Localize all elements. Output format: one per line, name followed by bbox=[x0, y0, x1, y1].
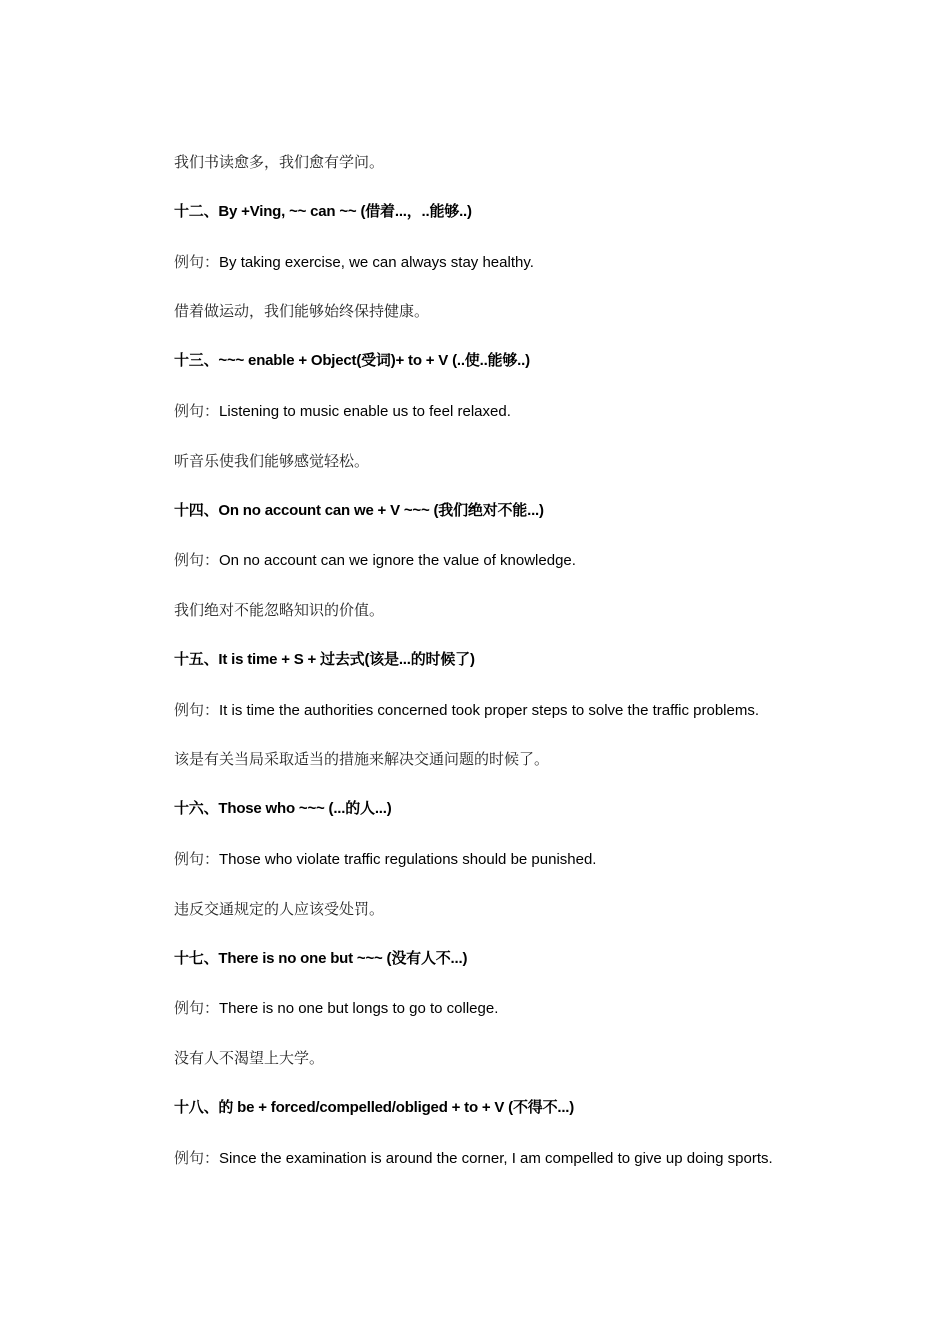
example-prefix: 例句： bbox=[174, 402, 220, 420]
example-sentence: Those who violate traffic regulations should be punished. bbox=[219, 851, 597, 868]
pattern-heading-12: 十二、By +Ving, ~~ can ~~ (借着...，..能够..) bbox=[174, 203, 472, 220]
example-sentence: Listening to music enable us to feel relaxed. bbox=[219, 403, 511, 420]
pattern-heading-13: 十三、~~~ enable + Object(受词)+ to + V (..使..能够..) bbox=[174, 352, 530, 369]
example-line bbox=[174, 1148, 773, 1169]
translation-line: 借着做运动，我们能够始终保持健康。 bbox=[174, 302, 430, 320]
translation-line: 我们绝对不能忽略知识的价值。 bbox=[174, 601, 385, 619]
example-line bbox=[174, 550, 576, 571]
pattern-heading-14: 十四、On no account can we + V ~~~ (我们绝对不能...) bbox=[174, 502, 544, 519]
example-sentence: By taking exercise, we can always stay healthy. bbox=[219, 254, 534, 271]
example-prefix: 例句： bbox=[174, 253, 220, 271]
pattern-heading-17: 十七、There is no one but ~~~ (没有人不...) bbox=[174, 950, 468, 967]
translation-line: 该是有关当局采取适当的措施来解决交通问题的时候了。 bbox=[174, 750, 550, 768]
example-line bbox=[174, 401, 511, 422]
pattern-heading-15: 十五、It is time + S + 过去式(该是...的时候了) bbox=[174, 651, 475, 668]
example-line bbox=[174, 700, 759, 721]
example-prefix: 例句： bbox=[174, 551, 220, 569]
example-prefix: 例句： bbox=[174, 850, 220, 868]
pattern-heading-16: 十六、Those who ~~~ (...的人...) bbox=[174, 800, 392, 817]
example-sentence: On no account can we ignore the value of knowledge. bbox=[219, 552, 576, 569]
example-prefix: 例句： bbox=[174, 701, 220, 719]
example-sentence: Since the examination is around the corner, I am compelled to give up doing sports. bbox=[219, 1150, 773, 1167]
pattern-heading-18: 十八、的 be + forced/compelled/obliged + to + V (不得不...) bbox=[174, 1099, 575, 1116]
example-line bbox=[174, 998, 498, 1019]
example-sentence: It is time the authorities concerned took proper steps to solve the traffic problems. bbox=[219, 702, 760, 719]
translation-line: 我们书读愈多，我们愈有学问。 bbox=[174, 153, 385, 171]
translation-line: 违反交通规定的人应该受处罚。 bbox=[174, 900, 385, 918]
example-sentence: There is no one but longs to go to college. bbox=[219, 1000, 499, 1017]
example-prefix: 例句： bbox=[174, 1149, 220, 1167]
example-line bbox=[174, 252, 534, 273]
translation-line: 听音乐使我们能够感觉轻松。 bbox=[174, 452, 370, 470]
translation-line: 没有人不渴望上大学。 bbox=[174, 1049, 325, 1067]
example-line bbox=[174, 849, 596, 870]
example-prefix: 例句： bbox=[174, 999, 220, 1017]
